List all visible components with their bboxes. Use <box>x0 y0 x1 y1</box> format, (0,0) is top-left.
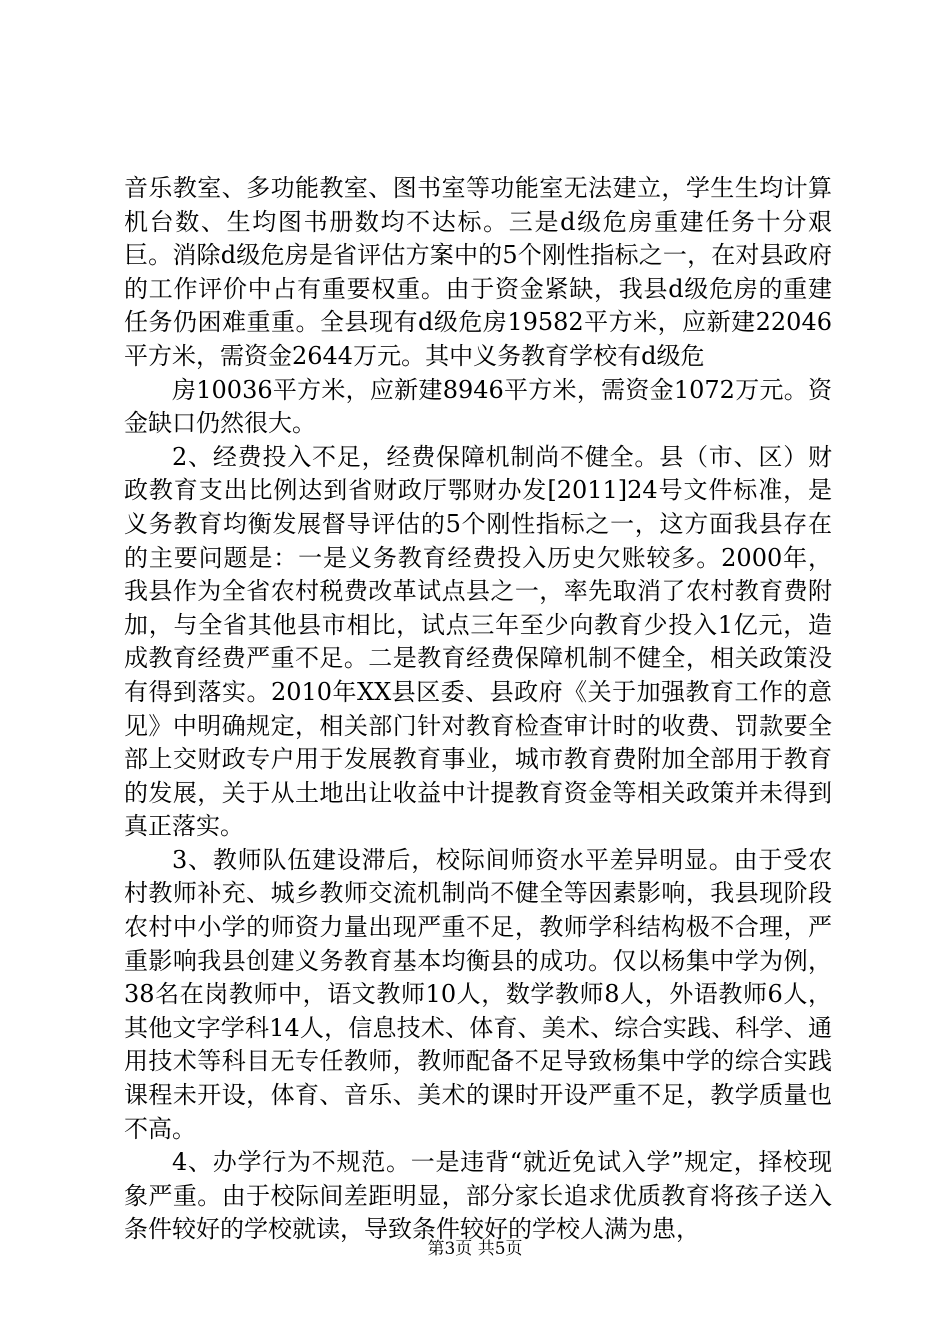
paragraph-4: 3、教师队伍建设滞后，校际间师资水平差异明显。由于受农村教师补充、城乡教师交流机制尚不健全等因素影响，我县现阶段农村中小学的师资力量出现严重不足，教师学科结构极不合理，严重影响我县创建义务教育基本均衡县的成功。仅以杨集中学为例，38名在岗教师中，语文教师10人，数学教师8人，外语教师6人，其他文字学科14人，信息技术、体育、美术、综合实践、科学、通用技术等科目无专任教师，教师配备不足导致杨集中学的综合实践课程未开设，体育、音乐、美术的课时开设严重不足，教学质量也不高。 <box>124 845 832 1143</box>
document-body <box>124 172 832 1247</box>
paragraph-3: 2、经费投入不足，经费保障机制尚不健全。县（市、区）财政教育支出比例达到省财政厅鄂财办发[2011]24号文件标准，是义务教育均衡发展督导评估的5个刚性指标之一，这方面我县存在的主要问题是：一是义务教育经费投入历史欠账较多。2000年，我县作为全省农村税费改革试点县之一，率先取消了农村教育费附加，与全省其他县市相比，试点三年至少向教育少投入1亿元，造成教育经费严重不足。二是教育经费保障机制不健全，相关政策没有得到落实。2010年XX县区委、县政府《关于加强教育工作的意见》中明确规定，相关部门针对教育检查审计时的收费、罚款要全部上交财政专户用于发展教育事业，城市教育费附加全部用于教育的发展，关于从土地出让收益中计提教育资金等相关政策并未得到真正落实。 <box>124 442 832 841</box>
paragraph-1: 音乐教室、多功能教室、图书室等功能室无法建立，学生生均计算机台数、生均图书册数均不达标。三是d级危房重建任务十分艰巨。消除d级危房是省评估方案中的5个刚性指标之一，在对县政府的工作评价中占有重要权重。由于资金紧缺，我县d级危房的重建任务仍困难重重。全县现有d级危房19582平方米，应新建22046平方米，需资金2644万元。其中义务教育学校有d级危 <box>124 174 832 370</box>
paragraph-2: 房10036平方米，应新建8946平方米，需资金1072万元。资金缺口仍然很大。 <box>124 375 832 438</box>
paragraph-5: 4、办学行为不规范。一是违背“就近免试入学”规定，择校现象严重。由于校际间差距明显，部分家长追求优质教育将孩子送入条件较好的学校就读，导致条件较好的学校人满为患， <box>124 1148 832 1244</box>
page-footer: 第3页 共5页 <box>427 1239 523 1259</box>
